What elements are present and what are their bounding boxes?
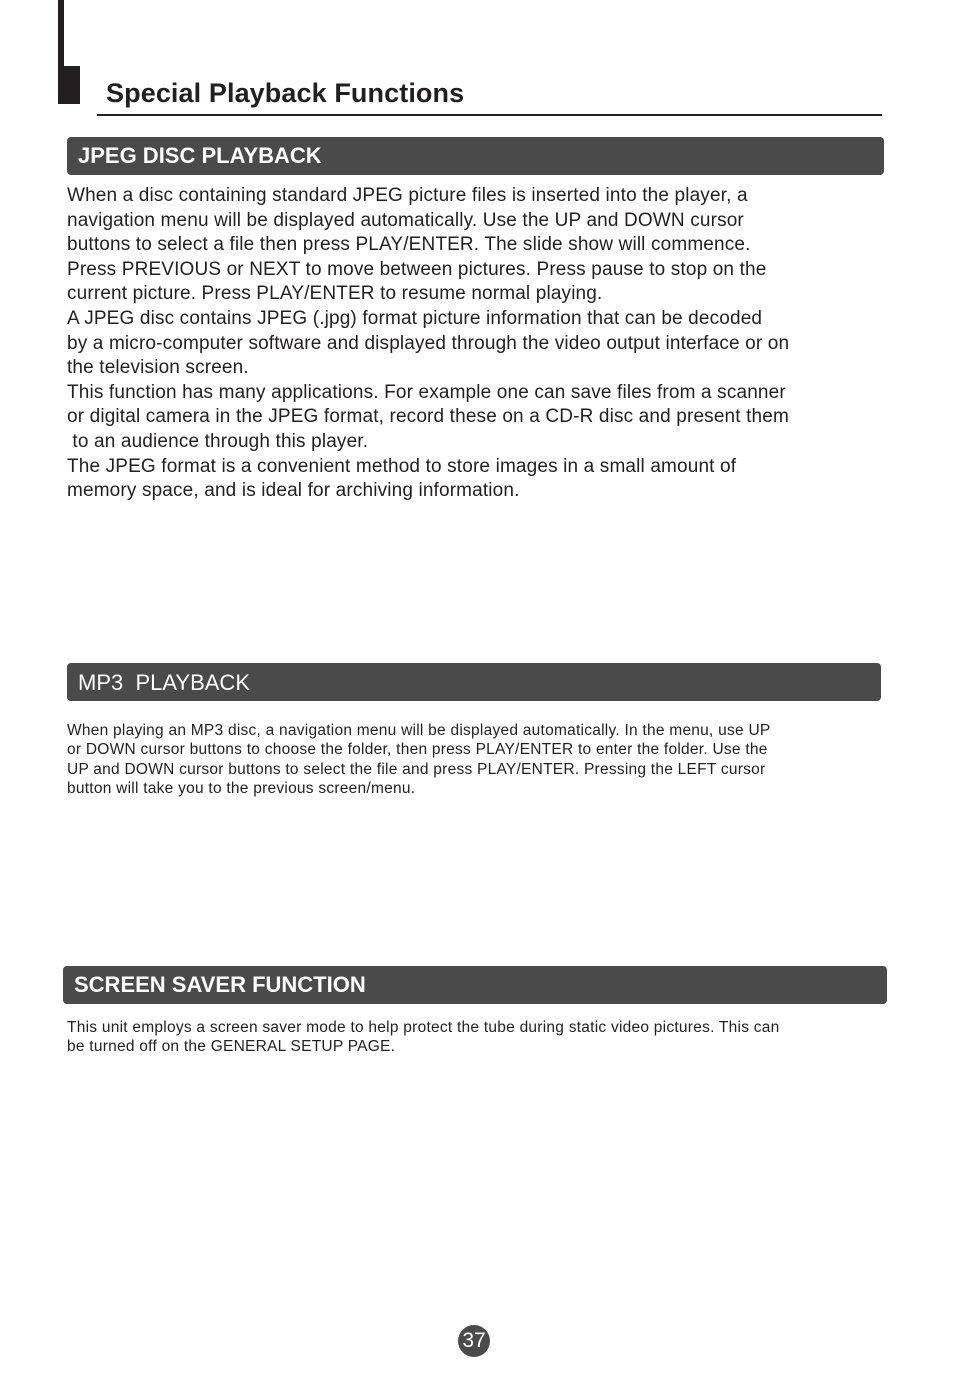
paragraph-line: When a disc containing standard JPEG picture files is inserted into the player, a: [67, 185, 748, 206]
paragraph-line: the television screen.: [67, 357, 249, 379]
paragraph-line: A JPEG disc contains JPEG (.jpg) format picture information that can be decoded: [67, 307, 763, 329]
paragraph-line: button will take you to the previous screen/menu.: [67, 779, 416, 797]
title-underline: [97, 114, 882, 116]
section-header-screen-saver: SCREEN SAVER FUNCTION: [63, 966, 887, 1004]
paragraph-line: UP and DOWN cursor buttons to select the file and press PLAY/ENTER. Pressing the LEFT cursor: [67, 760, 766, 778]
paragraph-line: Press PREVIOUS or NEXT to move between pictures. Press pause to stop on the: [67, 258, 767, 280]
paragraph-line: navigation menu will be displayed automatically. Use the UP and DOWN cursor: [67, 209, 744, 231]
paragraph-line: be turned off on the GENERAL SETUP PAGE.: [67, 1038, 396, 1056]
paragraph-line: This function has many applications. For example one can save files from a scanner: [67, 381, 786, 403]
paragraph-line: or digital camera in the JPEG format, record these on a CD-R disc and present them: [67, 406, 789, 428]
paragraph-line: to an audience through this player.: [67, 430, 369, 452]
page-number-badge: 37: [458, 1325, 490, 1357]
paragraph-line: memory space, and is ideal for archiving information.: [67, 480, 520, 502]
section-header-jpeg: JPEG DISC PLAYBACK: [67, 137, 884, 175]
page-title: Special Playback Functions: [106, 78, 465, 108]
paragraph-line: This unit employs a screen saver mode to help protect the tube during static video pictures. This can: [67, 1019, 780, 1036]
section-body-mp3: [67, 721, 897, 798]
paragraph-line: or DOWN cursor buttons to choose the folder, then press PLAY/ENTER to enter the folder. Use the: [67, 741, 768, 759]
corner-decoration-block: [58, 66, 80, 104]
section-body-screen-saver: [67, 1018, 907, 1057]
paragraph-line: current picture. Press PLAY/ENTER to resume normal playing.: [67, 283, 603, 305]
paragraph-line: buttons to select a file then press PLAY/ENTER. The slide show will commence.: [67, 234, 751, 256]
paragraph-line: When playing an MP3 disc, a navigation menu will be displayed automatically. In the menu, use UP: [67, 722, 771, 739]
paragraph-line: by a micro-computer software and displayed through the video output interface or on: [67, 332, 790, 354]
paragraph-line: The JPEG format is a convenient method to store images in a small amount of: [67, 455, 737, 477]
section-body-jpeg: [67, 184, 902, 504]
section-header-mp3: MP3 PLAYBACK: [67, 663, 881, 701]
